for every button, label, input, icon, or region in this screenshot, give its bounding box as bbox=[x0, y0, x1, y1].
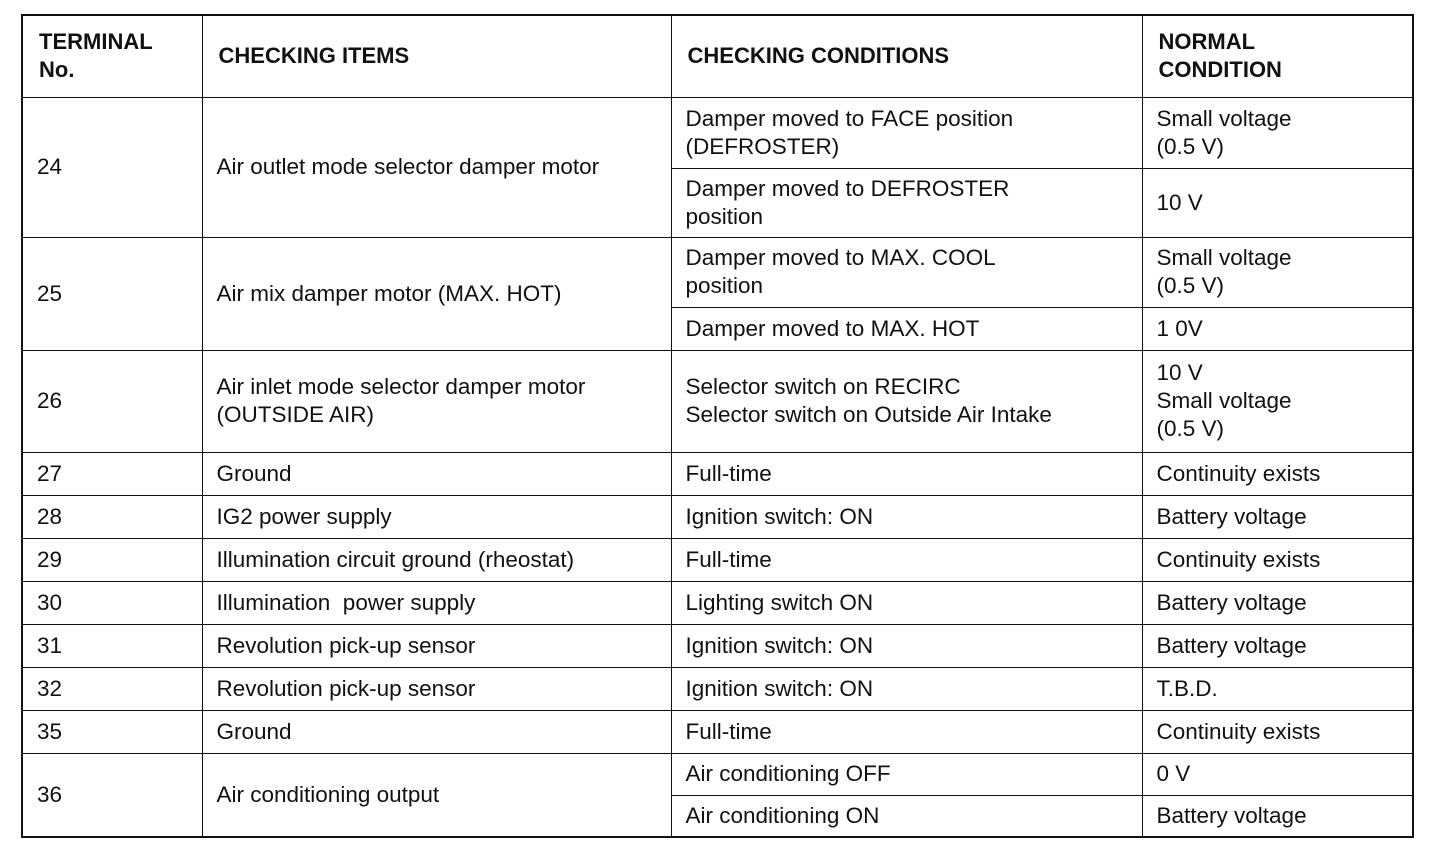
condition-line: Damper moved to MAX. COOL bbox=[685, 245, 996, 270]
table-row bbox=[22, 581, 1413, 624]
header-checking-items: CHECKING ITEMS bbox=[202, 15, 671, 97]
normal-cell bbox=[1142, 350, 1413, 452]
normal-cell: Battery voltage bbox=[1142, 624, 1413, 667]
condition-line: Selector switch on RECIRC bbox=[685, 374, 961, 399]
normal-cell: Continuity exists bbox=[1142, 538, 1413, 581]
condition-cell: Damper moved to MAX. HOT bbox=[671, 307, 1142, 350]
normal-cell: Battery voltage bbox=[1142, 581, 1413, 624]
terminal-cell: 30 bbox=[22, 581, 202, 624]
header-checking-conditions: CHECKING CONDITIONS bbox=[671, 15, 1142, 97]
terminal-cell: 26 bbox=[22, 350, 202, 452]
normal-cell: T.B.D. bbox=[1142, 667, 1413, 710]
condition-cell: Full-time bbox=[671, 452, 1142, 495]
item-cell: Air mix damper motor (MAX. HOT) bbox=[202, 237, 671, 350]
table-row bbox=[22, 350, 1413, 452]
normal-cell: Continuity exists bbox=[1142, 710, 1413, 753]
condition-cell: Full-time bbox=[671, 538, 1142, 581]
terminal-cell: 31 bbox=[22, 624, 202, 667]
table-row bbox=[22, 237, 1413, 307]
normal-cell bbox=[1142, 97, 1413, 168]
table-row bbox=[22, 667, 1413, 710]
condition-line: Damper moved to FACE position bbox=[685, 105, 1014, 131]
condition-cell bbox=[671, 237, 1142, 307]
condition-line: Damper moved to DEFROSTER bbox=[685, 175, 1010, 201]
condition-cell: Full-time bbox=[671, 710, 1142, 753]
condition-cell bbox=[671, 168, 1142, 237]
terminal-cell: 32 bbox=[22, 667, 202, 710]
table-row bbox=[22, 97, 1413, 168]
condition-cell: Ignition switch: ON bbox=[671, 495, 1142, 538]
table-row bbox=[22, 495, 1413, 538]
item-cell bbox=[202, 350, 671, 452]
normal-cell bbox=[1142, 237, 1413, 307]
normal-line: Small voltage bbox=[1156, 245, 1292, 270]
item-line: (OUTSIDE AIR) bbox=[216, 402, 375, 427]
normal-cell: 10 V bbox=[1142, 168, 1413, 237]
normal-line: (0.5 V) bbox=[1156, 133, 1225, 159]
terminal-cell: 25 bbox=[22, 237, 202, 350]
item-cell: Air conditioning output bbox=[202, 753, 671, 837]
condition-line: Selector switch on Outside Air Intake bbox=[685, 402, 1052, 427]
condition-cell: Ignition switch: ON bbox=[671, 667, 1142, 710]
normal-cell: Battery voltage bbox=[1142, 495, 1413, 538]
condition-line: (DEFROSTER) bbox=[685, 133, 840, 159]
terminal-cell: 29 bbox=[22, 538, 202, 581]
normal-line: Small voltage bbox=[1156, 388, 1292, 413]
condition-cell: Air conditioning ON bbox=[671, 795, 1142, 837]
header-normal-line1: NORMAL bbox=[1158, 29, 1256, 55]
terminal-cell: 27 bbox=[22, 452, 202, 495]
table-row bbox=[22, 452, 1413, 495]
normal-cell: 0 V bbox=[1142, 753, 1413, 795]
terminal-cell: 35 bbox=[22, 710, 202, 753]
terminal-check-table bbox=[21, 14, 1414, 838]
table-row bbox=[22, 753, 1413, 795]
condition-line: position bbox=[685, 203, 764, 229]
condition-cell: Air conditioning OFF bbox=[671, 753, 1142, 795]
item-cell: Revolution pick-up sensor bbox=[202, 667, 671, 710]
normal-cell: 1 0V bbox=[1142, 307, 1413, 350]
condition-cell bbox=[671, 97, 1142, 168]
normal-line: (0.5 V) bbox=[1156, 273, 1225, 298]
item-cell: Revolution pick-up sensor bbox=[202, 624, 671, 667]
condition-cell bbox=[671, 350, 1142, 452]
header-terminal-no bbox=[22, 15, 202, 97]
item-line: Air inlet mode selector damper motor bbox=[216, 374, 586, 399]
header-terminal-line1: TERMINAL bbox=[39, 29, 153, 55]
table-row bbox=[22, 710, 1413, 753]
header-normal-line2: CONDITION bbox=[1158, 57, 1282, 83]
terminal-cell: 28 bbox=[22, 495, 202, 538]
normal-line: 10 V bbox=[1156, 360, 1203, 385]
item-cell: Ground bbox=[202, 710, 671, 753]
normal-line: Small voltage bbox=[1156, 105, 1292, 131]
header-terminal-line2: No. bbox=[39, 57, 75, 83]
table-header-row bbox=[22, 15, 1413, 97]
header-normal-condition bbox=[1142, 15, 1413, 97]
table-row bbox=[22, 624, 1413, 667]
condition-cell: Ignition switch: ON bbox=[671, 624, 1142, 667]
item-cell: IG2 power supply bbox=[202, 495, 671, 538]
condition-cell: Lighting switch ON bbox=[671, 581, 1142, 624]
condition-line: position bbox=[685, 273, 764, 298]
table-row bbox=[22, 538, 1413, 581]
item-cell: Ground bbox=[202, 452, 671, 495]
item-cell: Illumination power supply bbox=[202, 581, 671, 624]
item-cell: Illumination circuit ground (rheostat) bbox=[202, 538, 671, 581]
normal-line: (0.5 V) bbox=[1156, 416, 1225, 441]
normal-cell: Continuity exists bbox=[1142, 452, 1413, 495]
terminal-cell: 24 bbox=[22, 97, 202, 237]
normal-cell: Battery voltage bbox=[1142, 795, 1413, 837]
terminal-cell: 36 bbox=[22, 753, 202, 837]
item-cell: Air outlet mode selector damper motor bbox=[202, 97, 671, 237]
